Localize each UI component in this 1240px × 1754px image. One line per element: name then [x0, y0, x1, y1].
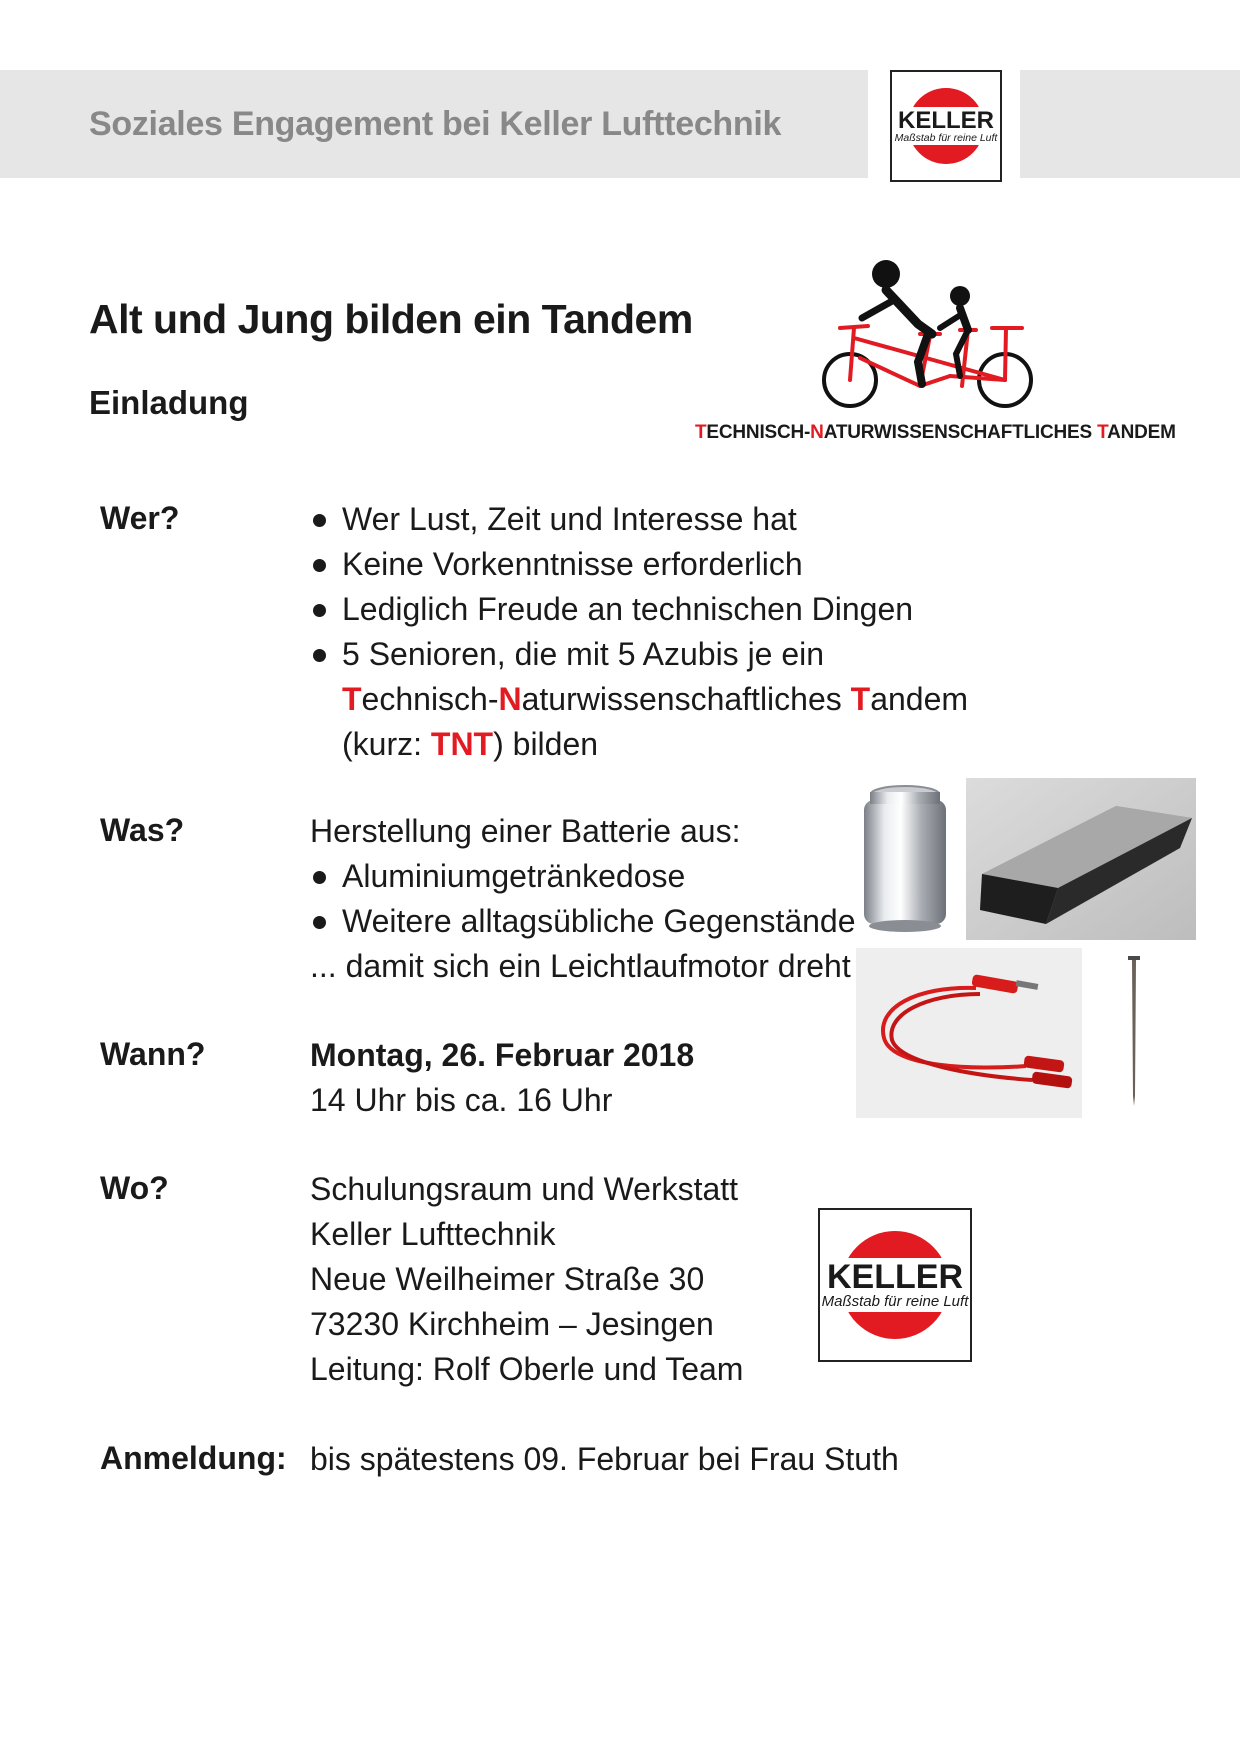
wann-time: 14 Uhr bis ca. 16 Uhr	[310, 1082, 613, 1118]
wo-line: Neue Weilheimer Straße 30	[310, 1261, 705, 1297]
wer-label: Wer?	[100, 500, 180, 536]
list-item: Aluminiumgetränkedose	[310, 854, 856, 899]
wo-line: Leitung: Rolf Oberle und Team	[310, 1351, 744, 1387]
wo-section	[310, 1167, 743, 1392]
list-item: Weitere alltagsübliche Gegenstände	[310, 899, 856, 944]
list-item: Wer Lust, Zeit und Interesse hat	[310, 497, 968, 542]
header-title: Soziales Engagement bei Keller Lufttechnik	[89, 105, 782, 143]
tandem-bicycle-icon	[810, 258, 1040, 410]
list-item: Keine Vorkenntnisse erforderlich	[310, 542, 968, 587]
list-item: 5 Senioren, die mit 5 Azubis je ein	[310, 632, 968, 677]
anmeldung-text: bis spätestens 09. Februar bei Frau Stuth	[310, 1441, 899, 1477]
wer-line-tnt-full	[310, 677, 968, 722]
tnt-letter-t: T	[342, 681, 362, 717]
tnt-word-3: andem	[870, 681, 969, 717]
tnt-letter-n: N	[498, 681, 522, 717]
tnt-word-1: echnisch-	[361, 681, 499, 717]
was-outro: ... damit sich ein Leichtlaufmotor dreht	[310, 948, 851, 984]
subheadline: Einladung	[89, 384, 249, 421]
was-label: Was?	[100, 812, 185, 848]
keller-logo-header	[890, 70, 1002, 182]
wann-label: Wann?	[100, 1036, 206, 1072]
tnt-acronym: TNT	[430, 726, 494, 762]
tnt-short-prefix: (kurz:	[342, 726, 431, 762]
headline: Alt und Jung bilden ein Tandem	[89, 296, 693, 342]
alligator-clip-cables-image	[856, 948, 1082, 1118]
wer-line-tnt-short	[310, 722, 968, 767]
tnt-caption-part3: ANDEM	[1107, 422, 1176, 443]
tnt-caption-t2: T	[1097, 422, 1108, 443]
logo-tagline: Maßstab für reine Luft	[894, 132, 998, 144]
nail-image	[1126, 956, 1142, 1106]
was-section	[310, 809, 856, 989]
wo-line: Keller Lufttechnik	[310, 1216, 556, 1252]
logo-tagline: Maßstab für reine Luft	[821, 1293, 969, 1310]
keller-logo-body	[818, 1208, 972, 1362]
wann-section	[310, 1033, 694, 1123]
tnt-caption	[695, 422, 1176, 444]
tnt-caption-n: N	[810, 422, 824, 443]
tnt-word-2: aturwissenschaftliches	[521, 681, 851, 717]
wann-date: Montag, 26. Februar 2018	[310, 1037, 695, 1073]
wo-line: Schulungsraum und Werkstatt	[310, 1171, 739, 1207]
list-item: Lediglich Freude an technischen Dingen	[310, 587, 968, 632]
tnt-short-suffix: ) bilden	[493, 726, 599, 762]
wer-section	[310, 497, 968, 767]
tnt-caption-part2: ATURWISSENSCHAFTLICHES	[823, 422, 1098, 443]
was-intro: Herstellung einer Batterie aus:	[310, 813, 741, 849]
wo-label: Wo?	[100, 1170, 169, 1206]
aluminium-can-image	[856, 778, 954, 940]
anmeldung-label: Anmeldung:	[100, 1440, 287, 1476]
wer-list	[310, 497, 968, 677]
charcoal-block-image	[966, 778, 1196, 940]
tnt-letter-t2: T	[850, 681, 871, 717]
header-band-right	[1020, 70, 1240, 178]
tnt-caption-part1: ECHNISCH-	[706, 422, 811, 443]
logo-brand: KELLER	[898, 107, 994, 134]
wo-line: 73230 Kirchheim – Jesingen	[310, 1306, 714, 1342]
was-list	[310, 854, 856, 944]
tnt-caption-t1: T	[695, 422, 707, 443]
logo-brand: KELLER	[827, 1258, 963, 1296]
